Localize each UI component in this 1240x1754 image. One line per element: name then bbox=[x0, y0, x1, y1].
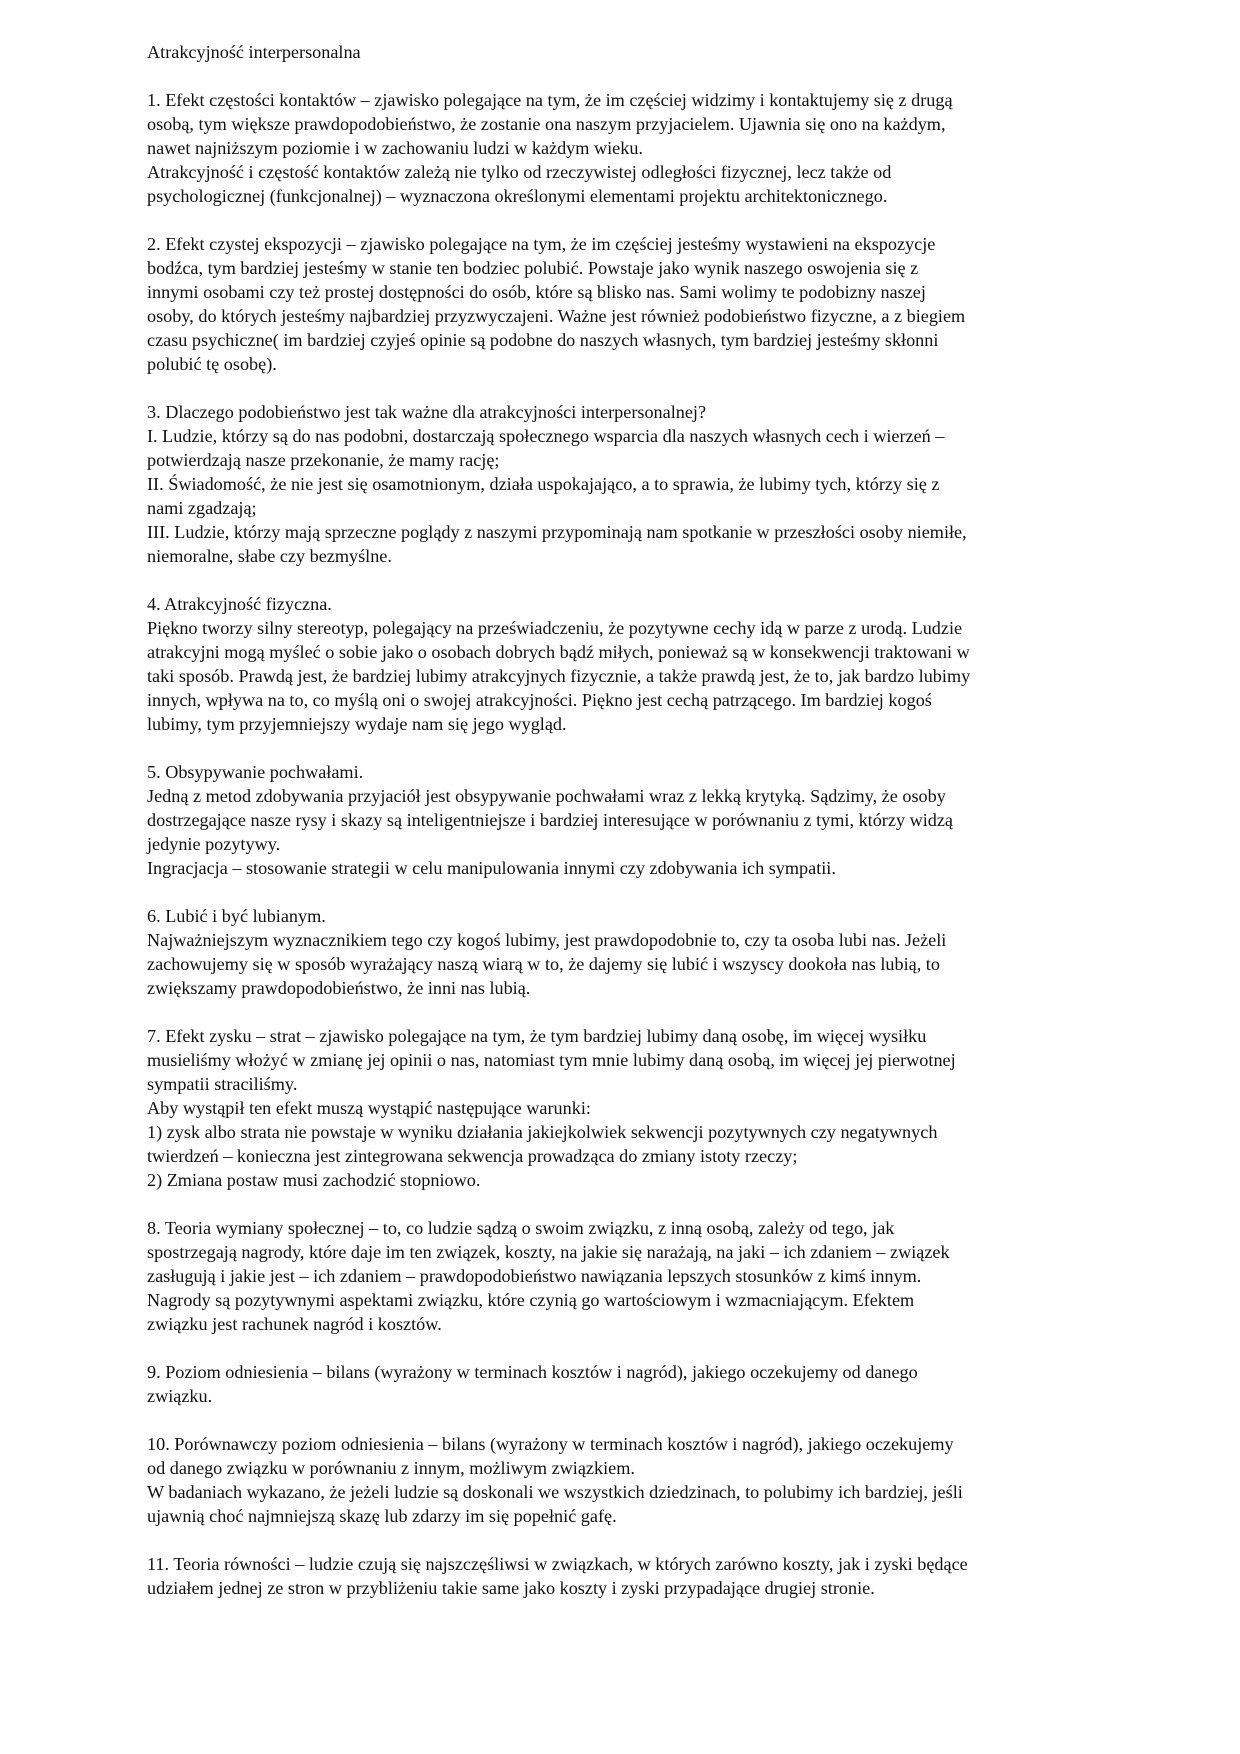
document-page bbox=[147, 40, 1097, 1624]
text-line: innych, wpływa na to, co myślą oni o swojej atrakcyjności. Piękno jest cechą patrzącego. Im bardziej kogoś bbox=[147, 690, 932, 710]
text-line: Atrakcyjność i częstość kontaktów zależą nie tylko od rzeczywistej odległości fizycznej, lecz także od bbox=[147, 162, 892, 182]
text-line: osoby, do których jesteśmy najbardziej przyzwyczajeni. Ważne jest również podobieństwo fizyczne, a z biegiem bbox=[147, 306, 966, 326]
text-line: od danego związku w porównaniu z innym, możliwym związkiem. bbox=[147, 1458, 635, 1478]
text-line: Nagrody są pozytywnymi aspektami związku, które czynią go wartościowym i wzmacniającym. Efektem bbox=[147, 1290, 915, 1310]
text-line: spostrzegają nagrody, które daje im ten związek, koszty, na jakie się narażają, na jaki – ich zdaniem – związek bbox=[147, 1242, 950, 1262]
text-line: dostrzegające nasze rysy i skazy są inteligentniejsze i bardziej interesujące w porównaniu z tymi, którzy widzą bbox=[147, 810, 954, 830]
document-body bbox=[147, 88, 1097, 1600]
text-line: niemoralne, słabe czy bezmyślne. bbox=[147, 546, 392, 566]
text-line: ujawnią choć najmniejszą skazę lub zdarzy im się popełnić gafę. bbox=[147, 1506, 617, 1526]
text-line: 2. Efekt czystej ekspozycji – zjawisko polegające na tym, że im częściej jesteśmy wystawieni na ekspozycje bbox=[147, 234, 936, 254]
text-line: związku jest rachunek nagród i kosztów. bbox=[147, 1314, 442, 1334]
text-line: 1. Efekt częstości kontaktów – zjawisko polegające na tym, że im częściej widzimy i kontaktujemy się z drugą bbox=[147, 90, 953, 110]
text-line: udziałem jednej ze stron w przybliżeniu takie same jako koszty i zyski przypadające drugiej stronie. bbox=[147, 1578, 875, 1598]
text-line: Jedną z metod zdobywania przyjaciół jest obsypywanie pochwałami wraz z lekką krytyką. Sądzimy, że osoby bbox=[147, 786, 946, 806]
paragraph-section-11 bbox=[147, 1552, 1097, 1600]
text-line: 11. Teoria równości – ludzie czują się najszczęśliwsi w związkach, w których zarówno koszty, jak i zyski będące bbox=[147, 1554, 968, 1574]
text-line: zasługują i jakie jest – ich zdaniem – prawdopodobieństwo nawiązania lepszych stosunków z kimś innym. bbox=[147, 1266, 922, 1286]
text-line: 1) zysk albo strata nie powstaje w wyniku działania jakiejkolwiek sekwencji pozytywnych czy negatywnych bbox=[147, 1122, 938, 1142]
text-line: sympatii straciliśmy. bbox=[147, 1074, 298, 1094]
paragraph-section-10 bbox=[147, 1432, 1097, 1528]
text-line: zwiększamy prawdopodobieństwo, że inni nas lubią. bbox=[147, 978, 531, 998]
text-line: taki sposób. Prawdą jest, że bardziej lubimy atrakcyjnych fizycznie, a także prawdą jest, że to, jak bardzo lubimy bbox=[147, 666, 971, 686]
text-line: 6. Lubić i być lubianym. bbox=[147, 906, 326, 926]
paragraph-section-8 bbox=[147, 1216, 1097, 1336]
text-line: 2) Zmiana postaw musi zachodzić stopniowo. bbox=[147, 1170, 481, 1190]
text-line: czasu psychiczne( im bardziej czyjeś opinie są podobne do naszych własnych, tym bardziej jesteśmy skłonni bbox=[147, 330, 939, 350]
paragraph-section-9 bbox=[147, 1360, 1097, 1408]
paragraph-section-1 bbox=[147, 88, 1097, 208]
paragraph-section-3 bbox=[147, 400, 1097, 568]
text-line: II. Świadomość, że nie jest się osamotnionym, działa uspokajająco, a to sprawia, że lubimy tych, którzy się z bbox=[147, 474, 940, 494]
text-line: I. Ludzie, którzy są do nas podobni, dostarczają społecznego wsparcia dla naszych własnych cech i wierzeń – bbox=[147, 426, 945, 446]
paragraph-section-2 bbox=[147, 232, 1097, 376]
text-line: W badaniach wykazano, że jeżeli ludzie są doskonali we wszystkich dziedzinach, to polubimy ich bardziej, jeśli bbox=[147, 1482, 963, 1502]
text-line: nami zgadzają; bbox=[147, 498, 257, 518]
text-line: zachowujemy się w sposób wyrażający naszą wiarą w to, że dajemy się lubić i wszyscy dookoła nas lubią, to bbox=[147, 954, 940, 974]
text-line: musieliśmy włożyć w zmianę jej opinii o nas, natomiast tym mnie lubimy daną osobą, im więcej jej pierwotnej bbox=[147, 1050, 956, 1070]
text-line: Piękno tworzy silny stereotyp, polegający na przeświadczeniu, że pozytywne cechy idą w parze z urodą. Ludzie bbox=[147, 618, 963, 638]
text-line: 5. Obsypywanie pochwałami. bbox=[147, 762, 364, 782]
text-line: 4. Atrakcyjność fizyczna. bbox=[147, 594, 332, 614]
text-line: Ingracjacja – stosowanie strategii w celu manipulowania innymi czy zdobywania ich sympatii. bbox=[147, 858, 836, 878]
text-line: 9. Poziom odniesienia – bilans (wyrażony w terminach kosztów i nagród), jakiego oczekujemy od danego bbox=[147, 1362, 918, 1382]
text-line: potwierdzają nasze przekonanie, że mamy rację; bbox=[147, 450, 500, 470]
text-line: psychologicznej (funkcjonalnej) – wyznaczona określonymi elementami projektu architektonicznego. bbox=[147, 186, 888, 206]
paragraph-section-5 bbox=[147, 760, 1097, 880]
text-line: innymi osobami czy też prostej dostępności do osób, które są blisko nas. Sami wolimy te podobizny naszej bbox=[147, 282, 926, 302]
paragraph-section-4 bbox=[147, 592, 1097, 736]
text-line: 10. Porównawczy poziom odniesienia – bilans (wyrażony w terminach kosztów i nagród), jakiego oczekujemy bbox=[147, 1434, 954, 1454]
text-line: jedynie pozytywy. bbox=[147, 834, 281, 854]
text-line: związku. bbox=[147, 1386, 213, 1406]
text-line: nawet najniższym poziomie i w zachowaniu ludzi w każdym wieku. bbox=[147, 138, 643, 158]
text-line: 3. Dlaczego podobieństwo jest tak ważne dla atrakcyjności interpersonalnej? bbox=[147, 402, 707, 422]
text-line: 7. Efekt zysku – strat – zjawisko polegające na tym, że tym bardziej lubimy daną osobę, im więcej wysiłku bbox=[147, 1026, 927, 1046]
paragraph-section-6 bbox=[147, 904, 1097, 1000]
text-line: lubimy, tym przyjemniejszy wydaje nam się jego wygląd. bbox=[147, 714, 567, 734]
text-line: twierdzeń – konieczna jest zintegrowana sekwencja prowadząca do zmiany istoty rzeczy; bbox=[147, 1146, 798, 1166]
text-line: Najważniejszym wyznacznikiem tego czy kogoś lubimy, jest prawdopodobnie to, czy ta osoba lubi nas. Jeżeli bbox=[147, 930, 947, 950]
document-title: Atrakcyjność interpersonalna bbox=[147, 42, 361, 62]
paragraph-section-7 bbox=[147, 1024, 1097, 1192]
text-line: bodźca, tym bardziej jesteśmy w stanie ten bodziec polubić. Powstaje jako wynik naszego oswojenia się z bbox=[147, 258, 919, 278]
text-line: polubić tę osobę). bbox=[147, 354, 277, 374]
text-line: Aby wystąpił ten efekt muszą wystąpić następujące warunki: bbox=[147, 1098, 591, 1118]
text-line: 8. Teoria wymiany społecznej – to, co ludzie sądzą o swoim związku, z inną osobą, zależy od tego, jak bbox=[147, 1218, 895, 1238]
text-line: osobą, tym większe prawdopodobieństwo, że zostanie ona naszym przyjacielem. Ujawnia się ono na każdym, bbox=[147, 114, 946, 134]
text-line: III. Ludzie, którzy mają sprzeczne poglądy z naszymi przypominają nam spotkanie w przeszłości osoby niemiłe, bbox=[147, 522, 967, 542]
text-line: atrakcyjni mogą myśleć o sobie jako o osobach dobrych bądź miłych, ponieważ są w konsekwencji traktowani w bbox=[147, 642, 970, 662]
